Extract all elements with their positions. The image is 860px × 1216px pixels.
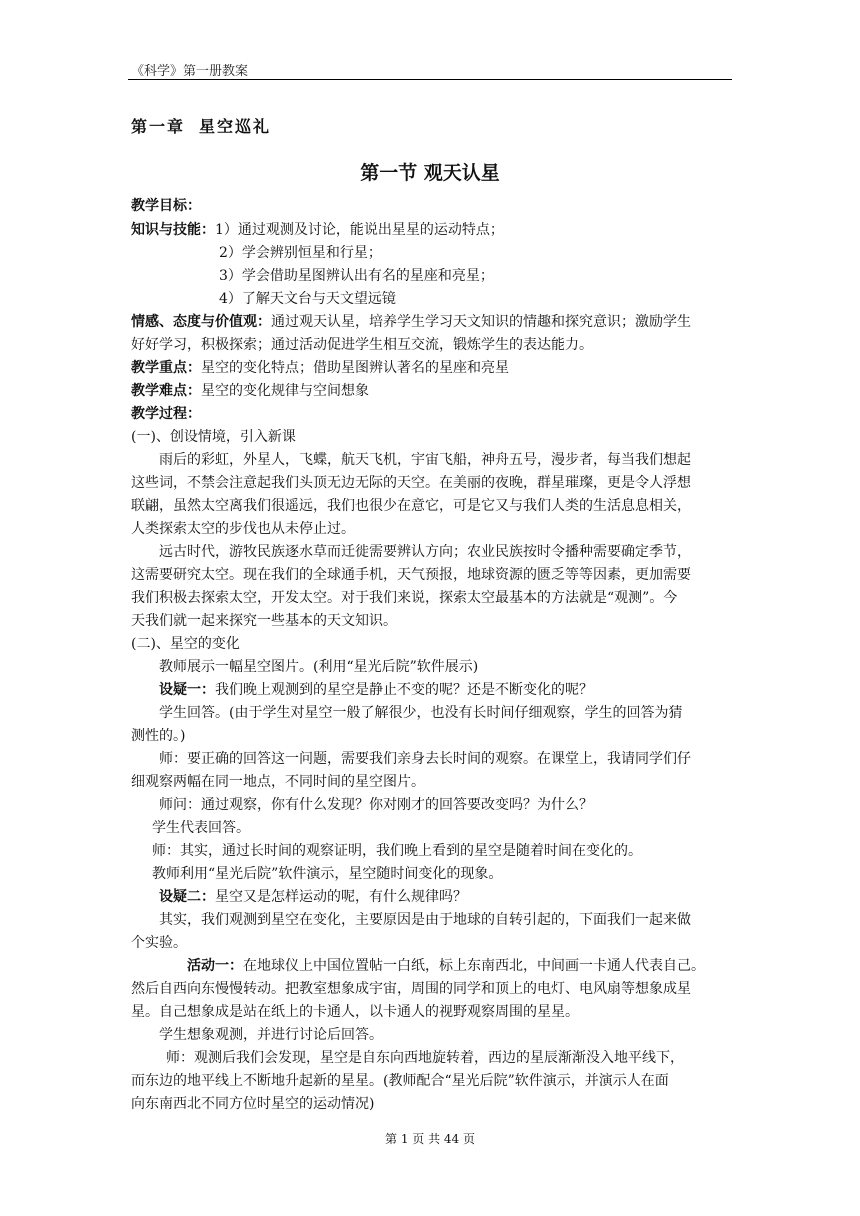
text-line: 这需要研究太空。现在我们的全球通手机，天气预报，地球资源的匮乏等等因素，更加需要 [131,567,691,583]
text-line: 3）学会借助星图辨认出有名的星座和亮星； [219,268,494,284]
text-line: 星。自己想象成是站在纸上的卡通人，以卡通人的视野观察周围的星星。 [131,1004,579,1020]
text-line: 而东边的地平线上不断地升起新的星星。(教师配合“星光后院”软件演示，并演示人在面 [131,1073,669,1089]
text-line: 师：观测后我们会发现，星空是自东向西地旋转着，西边的星辰渐渐没入地平线下， [166,1050,684,1066]
text-line: 设疑二：星空又是怎样运动的呢，有什么规律吗？ [159,889,467,905]
text-line: 人类探索太空的步伐也从未停止过。 [131,521,355,537]
text-line: 我们积极去探索太空，开发太空。对于我们来说，探索太空最基本的方法就是“观测”。今 [131,590,678,606]
text-line: 师问：通过观察，你有什么发现？你对刚才的回答要改变吗？为什么？ [159,797,593,813]
text-line: 向东南西北不同方位时星空的运动情况) [131,1096,375,1112]
text-line: 教学过程： [131,406,201,422]
text-line: 教学目标： [131,198,201,214]
text-line: 联翩，虽然太空离我们很遥远，我们也很少在意它，可是它又与我们人类的生活息息相关， [131,498,691,514]
header-rule [128,79,732,80]
text-line: 其实，我们观测到星空在变化，主要原因是由于地球的自转引起的，下面我们一起来做 [159,912,691,928]
text-line: (一)、创设情境，引入新课 [131,429,296,445]
text-line: 教师利用“星光后院”软件演示，星空随时间变化的现象。 [152,866,503,882]
text-line: 远古时代，游牧民族逐水草而迁徙需要辨认方向；农业民族按时令播种需要确定季节， [159,544,691,560]
chapter-title [131,114,271,137]
text-line: 天我们就一起来探究一些基本的天文知识。 [131,613,397,629]
text-line: 学生想象观测，并进行讨论后回答。 [159,1027,383,1043]
text-line: 然后自西向东慢慢转动。把教室想象成宇宙，周围的同学和顶上的电灯、电风扇等想象成星 [131,981,691,997]
text-line: 雨后的彩虹，外星人，飞蝶，航天飞机，宇宙飞船，神舟五号，漫步者，每当我们想起 [159,452,691,468]
text-line: 师：其实，通过长时间的观察证明，我们晚上看到的星空是随着时间在变化的。 [152,843,642,859]
text-line: 好好学习，积极探索；通过活动促进学生相互交流，锻炼学生的表达能力。 [131,337,593,353]
text-line: 细观察两幅在同一地点，不同时间的星空图片。 [131,774,425,790]
text-line: 师：要正确的回答这一问题，需要我们亲身去长时间的观察。在课堂上，我请同学们仔 [159,751,691,767]
running-header: 《科学》第一册教案 [131,64,249,79]
text-line: 学生代表回答。 [152,820,250,836]
chapter-number: 第一章 [131,117,186,136]
text-line: 知识与技能：1）通过观测及讨论，能说出星星的运动特点； [131,222,504,238]
text-line: 教学重点：星空的变化特点；借助星图辨认著名的星座和亮星 [131,360,509,376]
text-line: 2）学会辨别恒星和行星； [219,245,382,261]
text-line: 教师展示一幅星空图片。(利用“星光后院”软件展示) [159,659,479,675]
text-line: 这些词，不禁会注意起我们头顶无边无际的天空。在美丽的夜晚，群星璀璨，更是令人浮想 [131,475,691,491]
text-line: 个实验。 [131,935,187,951]
text-line: 4）了解天文台与天文望远镜 [219,291,396,307]
text-line: (二)、星空的变化 [131,636,240,652]
text-line: 学生回答。(由于学生对星空一般了解很少，也没有长时间仔细观察，学生的回答为猜 [159,705,683,721]
text-line: 活动一：在地球仪上中国位置帖一白纸，标上东南西北，中间画一卡通人代表自己。 [187,958,705,974]
section-title: 第一节 观天认星 [360,162,500,184]
page-footer: 第 1 页 共 44 页 [385,1132,475,1146]
text-line: 设疑一：我们晚上观测到的星空是静止不变的呢？还是不断变化的呢？ [159,682,593,698]
text-line: 情感、态度与价值观：通过观天认星，培养学生学习天文知识的情趣和探究意识；激励学生 [131,314,691,330]
text-line: 测性的。) [131,728,186,744]
text-line: 教学难点：星空的变化规律与空间想象 [131,383,369,399]
chapter-name: 星空巡礼 [199,117,272,136]
